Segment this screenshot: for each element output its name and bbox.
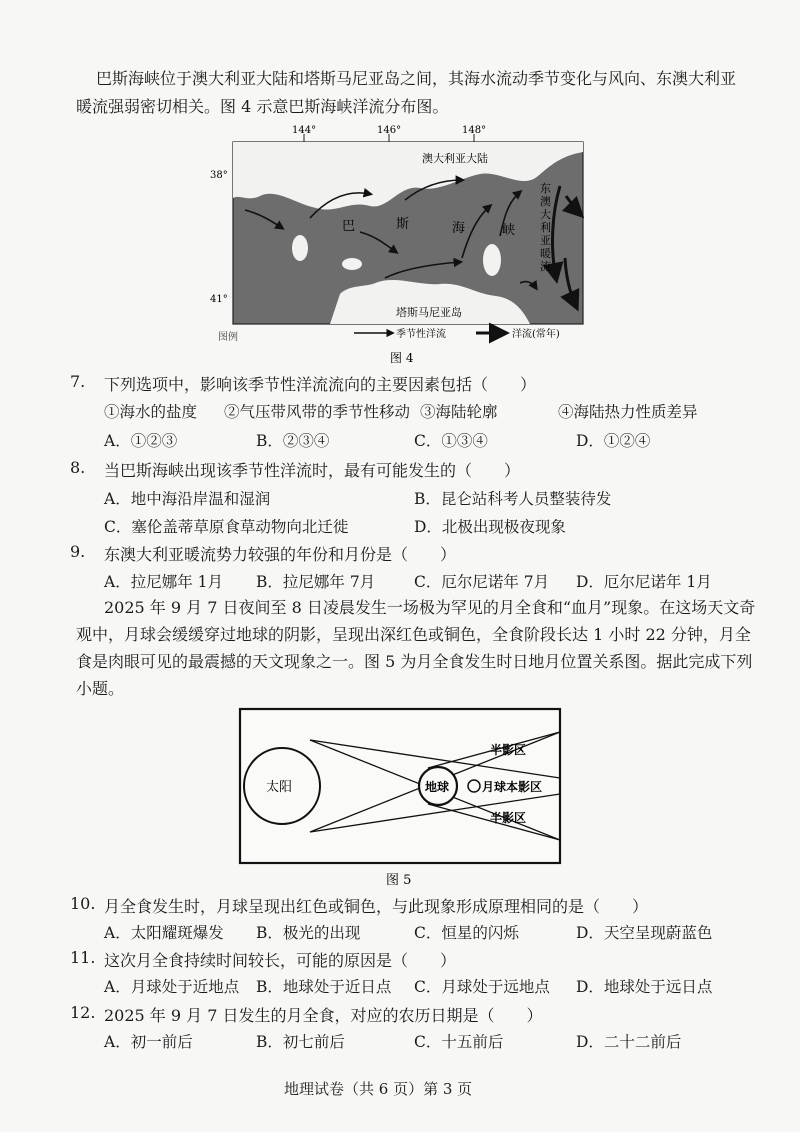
q8-option-d[interactable]: D．北极出现极夜现象: [414, 518, 566, 536]
intro1-line1: 巴斯海峡位于澳大利亚大陆和塔斯马尼亚岛之间，其海水流动季节变化与风向、东澳大利亚: [96, 69, 737, 88]
label-current-4: 利: [540, 221, 551, 234]
q7-item-2: ②气压带风带的季节性移动: [224, 403, 411, 421]
q8-stem: 当巴斯海峡出现该季节性洋流时，最有可能发生的（ ）: [104, 461, 521, 480]
q10-stem: 月全食发生时，月球呈现出红色或铜色，与此现象形成原理相同的是（ ）: [104, 897, 649, 916]
q8-number: 8.: [70, 458, 86, 477]
q7-item-1: ①海水的盐度: [104, 403, 198, 421]
q8-option-b[interactable]: B．昆仑站科考人员整装待发: [414, 490, 612, 508]
lon-146: 146°: [377, 125, 402, 136]
q9-option-b[interactable]: B．拉尼娜年 7月: [256, 573, 376, 591]
page-footer: 地理试卷（共 6 页）第 3 页: [284, 1080, 473, 1098]
intro1-line2: 暖流强弱密切相关。图 4 示意巴斯海峡洋流分布图。: [76, 97, 449, 116]
q8-option-a[interactable]: A．地中海沿岸温和湿润: [104, 490, 271, 508]
q7-number: 7.: [70, 372, 86, 391]
q10-option-c[interactable]: C．恒星的闪烁: [414, 924, 519, 942]
legend-permanent: 洋流(常年): [512, 329, 560, 340]
label-penumbra-top: 半影区: [490, 743, 527, 757]
lon-144: 144°: [292, 125, 317, 136]
q10-option-d[interactable]: D．天空呈现蔚蓝色: [576, 924, 713, 942]
q12-option-b[interactable]: B．初七前后: [256, 1033, 345, 1051]
q12-option-d[interactable]: D．二十二前后: [576, 1033, 682, 1051]
label-strait-2: 斯: [396, 217, 410, 232]
q9-option-d[interactable]: D．厄尔尼诺年 1月: [576, 573, 712, 591]
q10-option-b[interactable]: B．极光的出现: [256, 924, 361, 942]
label-strait-3: 海: [452, 221, 466, 236]
q10-option-a[interactable]: A．太阳耀斑爆发: [104, 924, 224, 942]
label-sun: 太阳: [266, 780, 293, 795]
king-island: [292, 235, 308, 261]
label-current-2: 澳: [540, 195, 551, 208]
legend-title: 图例: [218, 332, 238, 343]
small-island: [342, 258, 362, 270]
q7-option-d[interactable]: D．①②④: [576, 432, 651, 450]
legend-seasonal: 季节性洋流: [396, 329, 446, 340]
label-current-6: 暖: [540, 247, 551, 260]
intro2-line3: 食是肉眼可见的最震撼的天文现象之一。图 5 为月全食发生时日地月位置关系图。据此完成下列: [76, 652, 753, 671]
q9-number: 9.: [70, 542, 86, 561]
label-current-7: 流: [540, 260, 551, 273]
lon-148: 148°: [462, 125, 487, 136]
q11-stem: 这次月全食持续时间较长，可能的原因是（ ）: [104, 951, 457, 970]
q7-option-a[interactable]: A．①②③: [104, 432, 178, 450]
figure-4-caption: 图 4: [390, 351, 414, 365]
q9-option-c[interactable]: C．厄尔尼诺年 7月: [414, 573, 550, 591]
q12-stem: 2025 年 9 月 7 日发生的月全食，对应的农历日期是（ ）: [104, 1006, 543, 1025]
intro2-line4: 小题。: [76, 679, 125, 698]
q11-option-c[interactable]: C．月球处于远地点: [414, 978, 550, 996]
label-strait-4: 峡: [502, 223, 516, 238]
label-mainland: 澳大利亚大陆: [422, 152, 488, 165]
q7-option-c[interactable]: C．①③④: [414, 432, 488, 450]
q9-option-a[interactable]: A．拉尼娜年 1月: [104, 573, 223, 591]
label-earth: 地球: [425, 780, 450, 794]
label-penumbra-bottom: 半影区: [490, 811, 527, 825]
label-current-3: 大: [540, 208, 551, 221]
lat-38: 38°: [210, 170, 228, 181]
q12-option-a[interactable]: A．初一前后: [104, 1033, 193, 1051]
q7-item-4: ④海陆热力性质差异: [558, 403, 698, 421]
q11-option-a[interactable]: A．月球处于近地点: [104, 978, 240, 996]
q9-stem: 东澳大利亚暖流势力较强的年份和月份是（ ）: [104, 545, 457, 564]
label-current-1: 东: [540, 182, 551, 195]
lat-41: 41°: [210, 294, 228, 305]
label-strait-1: 巴: [342, 219, 356, 234]
label-current-5: 亚: [540, 234, 551, 247]
intro2-line1: 2025 年 9 月 7 日夜间至 8 日凌晨发生一场极为罕见的月全食和“血月”现象。在这场天文奇: [104, 598, 756, 617]
label-moon-umbra: 月球本影区: [482, 780, 543, 794]
q11-number: 11.: [70, 948, 96, 967]
q11-option-b[interactable]: B．地球处于近日点: [256, 978, 392, 996]
q7-item-3: ③海陆轮廓: [420, 403, 498, 421]
moon-circle: [468, 780, 480, 792]
figure-5-caption: 图 5: [386, 873, 412, 888]
figure-4-bass-strait-currents: [200, 118, 620, 368]
q12-option-c[interactable]: C．十五前后: [414, 1033, 504, 1051]
q11-option-d[interactable]: D．地球处于远日点: [576, 978, 713, 996]
intro2-line2: 观中，月球会缓缓穿过地球的阴影，呈现出深红色或铜色，全食阶段长达 1 小时 22 分钟，月全: [76, 625, 751, 644]
label-tasmania: 塔斯马尼亚岛: [396, 306, 462, 319]
flinders-island: [483, 244, 501, 276]
q10-number: 10.: [70, 894, 96, 913]
q7-stem: 下列选项中，影响该季节性洋流流向的主要因素包括（ ）: [104, 375, 537, 394]
q8-option-c[interactable]: C．塞伦盖蒂草原食草动物向北迁徙: [104, 518, 349, 536]
figure-5-eclipse-diagram: [238, 706, 564, 892]
q12-number: 12.: [70, 1003, 96, 1022]
q7-option-b[interactable]: B．②③④: [256, 432, 330, 450]
